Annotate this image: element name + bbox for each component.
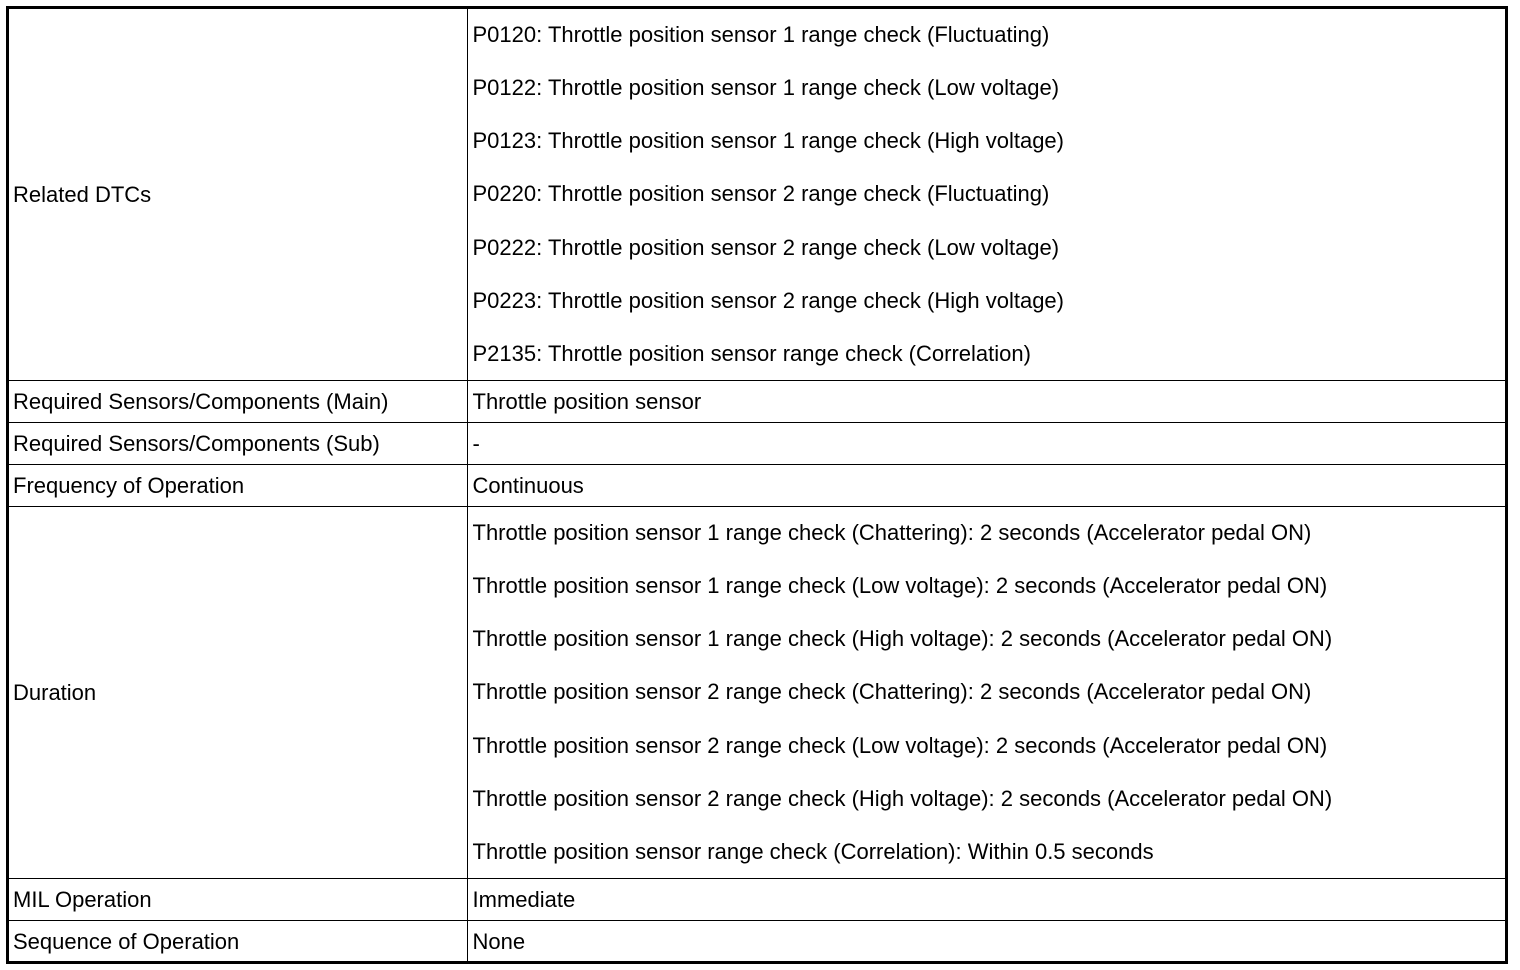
row-value: None (467, 921, 1505, 963)
dtc-list (473, 22, 1506, 368)
duration-item: Throttle position sensor 2 range check (High voltage): 2 seconds (Accelerator pedal ON) (472, 786, 1333, 812)
row-value (467, 507, 1505, 879)
table-row-related-dtcs (9, 9, 1505, 381)
dtc-item: P0123: Throttle position sensor 1 range check (High voltage) (472, 128, 1064, 154)
table-row-required-sub (9, 423, 1505, 465)
spec-sheet (6, 6, 1508, 964)
dtc-item: P0122: Throttle position sensor 1 range check (Low voltage) (472, 74, 1060, 100)
row-value (467, 9, 1505, 381)
row-label: MIL Operation (9, 879, 467, 921)
row-value: Throttle position sensor (467, 381, 1505, 423)
table-row-sequence (9, 921, 1505, 963)
dtc-item: P0220: Throttle position sensor 2 range check (Fluctuating) (472, 181, 1050, 207)
monitor-spec-table (9, 9, 1505, 962)
row-label: Duration (9, 507, 467, 879)
dtc-item: P0222: Throttle position sensor 2 range check (Low voltage) (472, 234, 1060, 260)
row-label: Related DTCs (9, 9, 467, 381)
row-label: Required Sensors/Components (Main) (9, 381, 467, 423)
row-value: - (467, 423, 1505, 465)
duration-item: Throttle position sensor 2 range check (Chattering): 2 seconds (Accelerator pedal ON) (472, 679, 1312, 705)
duration-item: Throttle position sensor 1 range check (Low voltage): 2 seconds (Accelerator pedal ON) (472, 572, 1328, 598)
row-value: Continuous (467, 465, 1505, 507)
table-row-mil-operation (9, 879, 1505, 921)
table-row-frequency (9, 465, 1505, 507)
duration-list (473, 520, 1506, 866)
dtc-item: P0120: Throttle position sensor 1 range check (Fluctuating) (472, 21, 1050, 47)
dtc-item: P0223: Throttle position sensor 2 range check (High voltage) (472, 288, 1064, 314)
row-label: Sequence of Operation (9, 921, 467, 963)
table-row-required-main (9, 381, 1505, 423)
duration-item: Throttle position sensor 2 range check (Low voltage): 2 seconds (Accelerator pedal ON) (472, 732, 1328, 758)
dtc-item: P2135: Throttle position sensor range check (Correlation) (472, 341, 1031, 367)
duration-item: Throttle position sensor range check (Correlation): Within 0.5 seconds (472, 839, 1154, 865)
duration-item: Throttle position sensor 1 range check (Chattering): 2 seconds (Accelerator pedal ON) (472, 519, 1312, 545)
row-label: Frequency of Operation (9, 465, 467, 507)
row-label: Required Sensors/Components (Sub) (9, 423, 467, 465)
row-value: Immediate (467, 879, 1505, 921)
table-row-duration (9, 507, 1505, 879)
duration-item: Throttle position sensor 1 range check (High voltage): 2 seconds (Accelerator pedal ON) (472, 626, 1333, 652)
